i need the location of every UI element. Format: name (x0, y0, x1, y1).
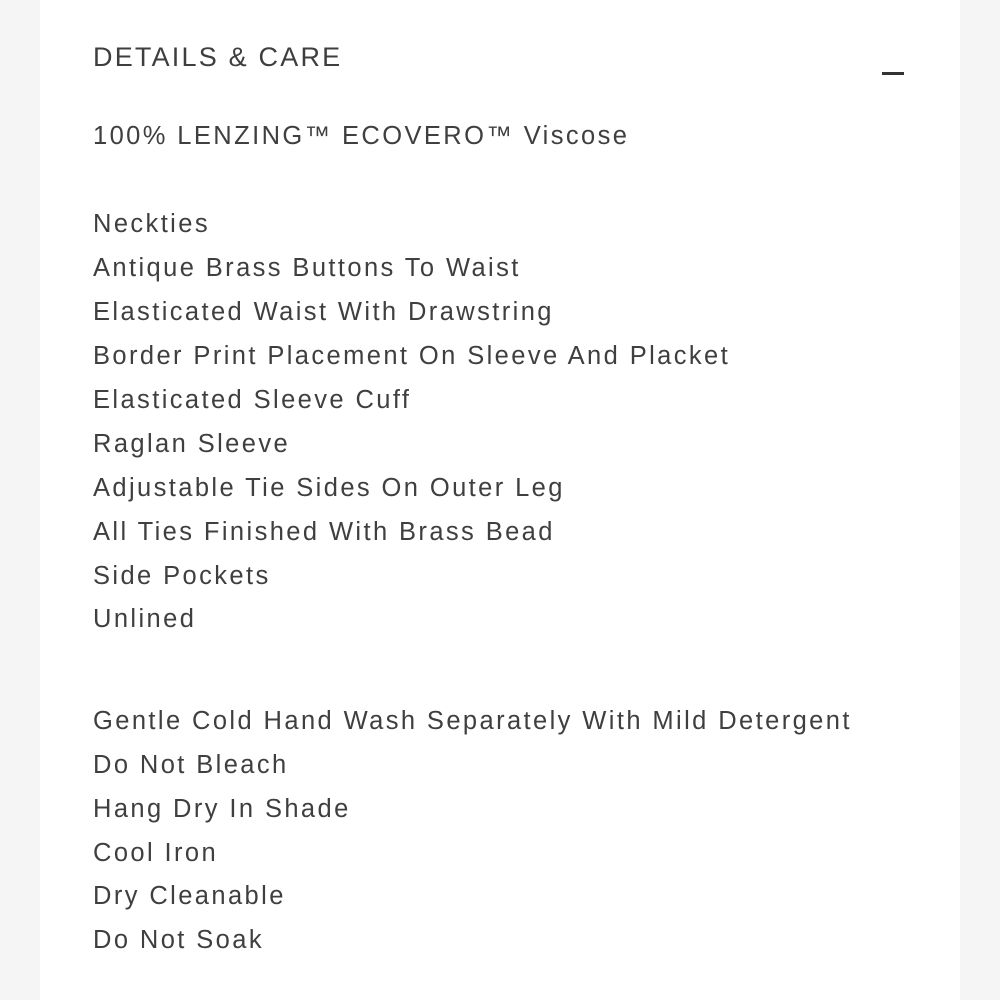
care-item: Dry Cleanable (93, 882, 286, 910)
care-item: Gentle Cold Hand Wash Separately With Mild Detergent (93, 707, 852, 735)
composition-text: 100% LENZING™ ECOVERO™ Viscose (93, 122, 630, 150)
feature-item: Side Pockets (93, 562, 271, 590)
care-item: Do Not Bleach (93, 751, 289, 779)
feature-item: All Ties Finished With Brass Bead (93, 518, 555, 546)
feature-item: Raglan Sleeve (93, 430, 291, 458)
feature-item: Elasticated Waist With Drawstring (93, 298, 554, 326)
care-item: Cool Iron (93, 839, 219, 867)
feature-item: Antique Brass Buttons To Waist (93, 254, 521, 282)
collapse-toggle[interactable] (880, 58, 908, 86)
feature-item: Neckties (93, 210, 210, 238)
care-item: Do Not Soak (93, 926, 264, 954)
feature-item: Elasticated Sleeve Cuff (93, 386, 412, 414)
feature-item: Unlined (93, 605, 197, 633)
section-title[interactable]: DETAILS & CARE (93, 42, 343, 72)
care-item: Hang Dry In Shade (93, 795, 351, 823)
feature-item: Adjustable Tie Sides On Outer Leg (93, 474, 565, 502)
minus-icon (882, 72, 904, 75)
feature-item: Border Print Placement On Sleeve And Placket (93, 342, 731, 370)
